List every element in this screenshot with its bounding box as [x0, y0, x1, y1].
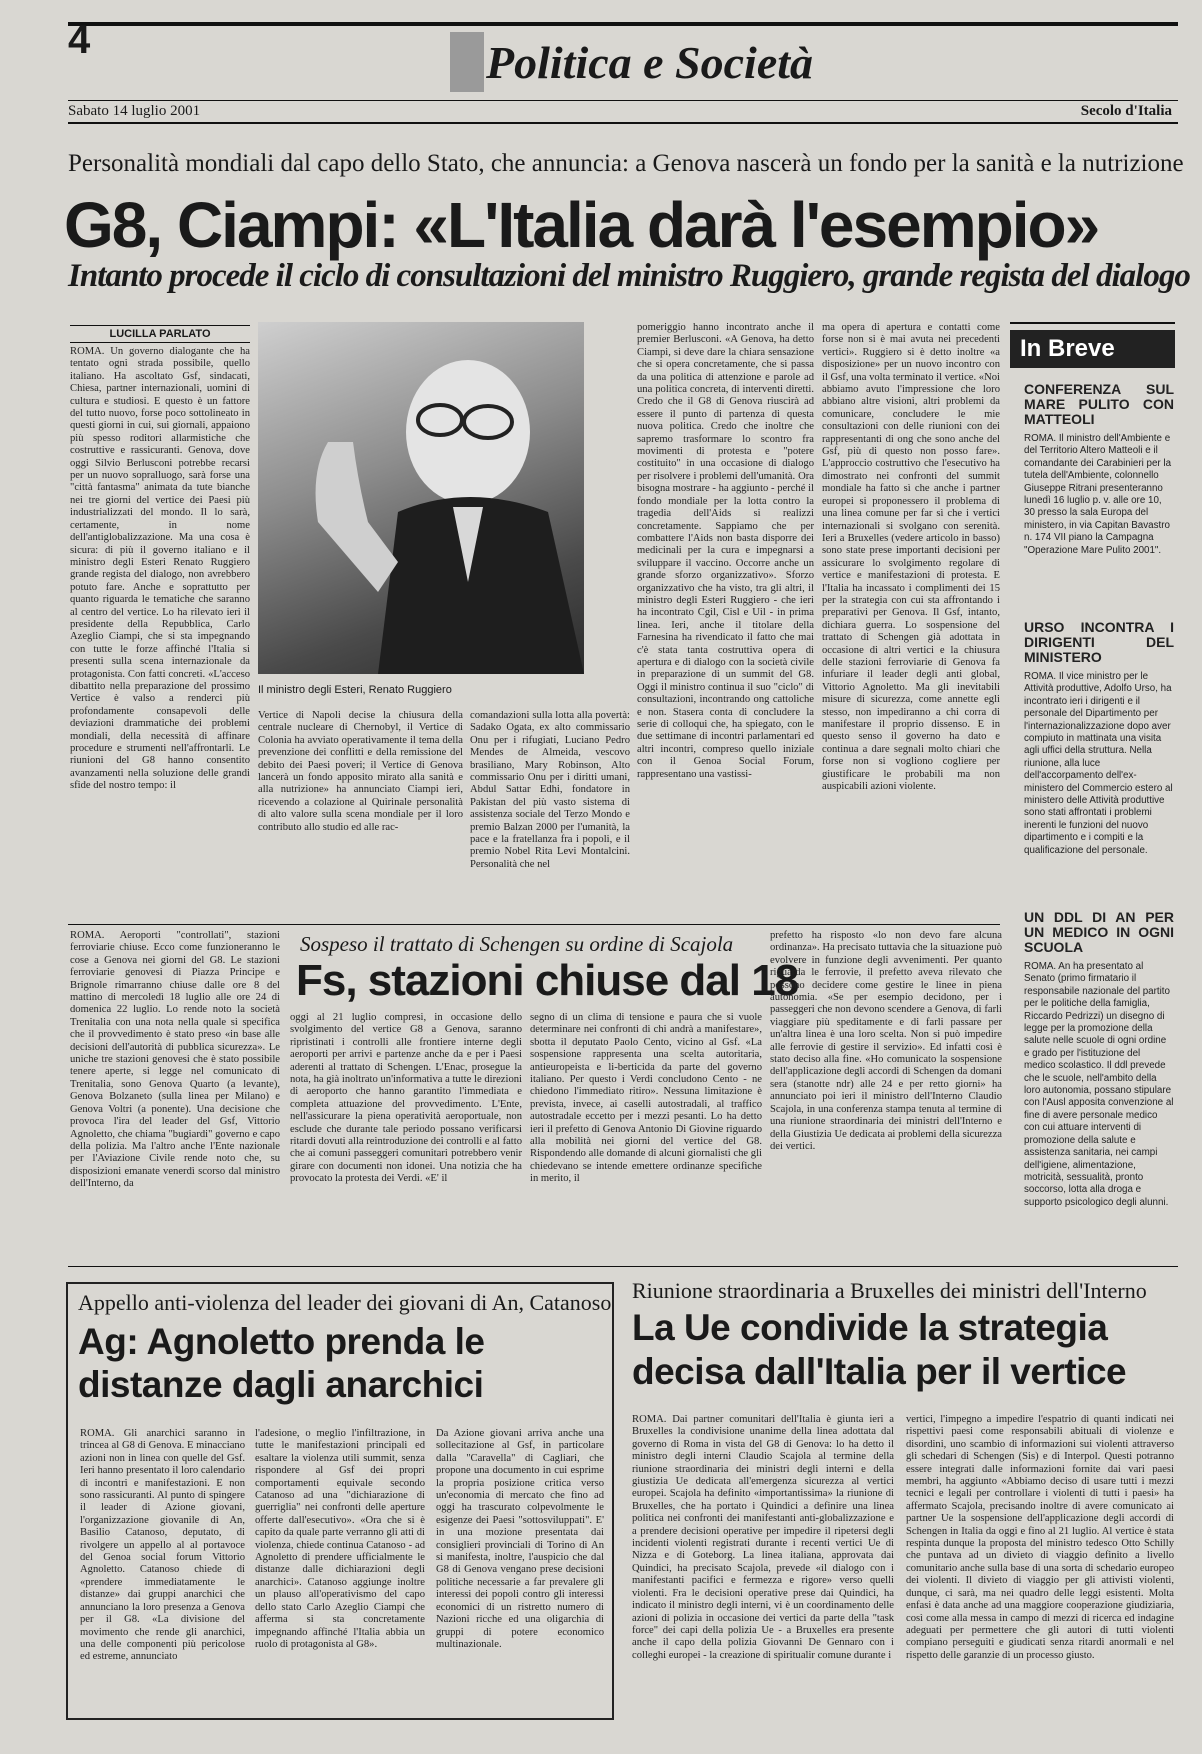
- newspaper-name: Secolo d'Italia: [1080, 103, 1172, 119]
- bottom-section-rule: [68, 1266, 1178, 1267]
- ag-body-column-2: l'adesione, o meglio l'infiltrazione, in tutte le manifestazioni principali ed esaltare la violenza utili summit, senza rispondere al Gsf dei propri comportamenti equivale secondo Catanoso ad una "dichiarazione di guerriglia" nei confronti delle aperture offerte dall'esecutivo». «Ora che si è capito da quale parte verranno gli atti di violenza, chiede continua Catanoso - ad Agnoletto di prendere ufficialmente le distanze dalle dichiarazioni degli anarchici». Catanoso aggiunge inoltre un plauso all'operativismo del capo dello stato Carlo Azeglio Ciampi che afferma si sta concretamente impegnando affinché l'Italia abbia un ruolo di protagonista al G8».: [255, 1428, 425, 1650]
- header-rule-bottom: [68, 122, 1178, 124]
- fs-body-column-1: ROMA. Aeroporti "controllati", stazioni ferroviarie chiuse. Ecco come funzioneranno le cose a Genova nei giorni del G8. Le stazioni ferroviarie genovesi di Piazza Principe e Brignole rimarranno chiuse dalle ore 8 del mattino di mercoledì 18 luglio alle ore 24 di domenica 22 luglio. Lo rende noto la società Trenitalia con una nota nella quale si specifica che il provvedimento è stato preso «in base alle decisioni dell'autorità di pubblica sicurezza». Le uniche tre stazioni genovesi che è stato possibile tenere aperte, si legge nel comunicato di Trenitalia, sono Genova Quarto (a levante), Genova Bolzaneto (sulla linea per Milano) e Genova Voltri (a ponente). Una decisione che provoca l'ira del leader del Gsf, Vittorio Agnoletto, che chiama "bugiardi" governo e capo della polizia. Ma l'altro anche l'Ente nazionale per l'Aviazione Civile rende noto che, su disposizioni emanate venerdì scorso dal ministro dell'Interno, da: [70, 930, 280, 1190]
- ue-headline: La Ue condivide la strategia decisa dall'Italia per il vertice: [632, 1307, 1127, 1392]
- fs-body-column-3: segno di un clima di tensione e paura che si vuole determinare nei confronti di chi andrà a manifestare», sbotta il deputato Paolo Cento, vicino al Gsf. «La sospensione rappresenta una scelta autoritaria, antieuropeista e li-berticida da parte del governo italiano. Per questo i Verdi concludono Cento - ne chiedono l'immediato ritiro». Nessuna limitazione è prevista, invece, ai caselli autostradali, al traffico autostradale eccetto per i mezzi pesanti. Lo ha detto ieri il prefetto di Genova Antonio Di Giovine riguardo alla mobilità nei giorni del vertice del G8. Rispondendo alle domande di alcuni giornalisti che gli chiedevano se intende emettere ordinanze specifiche in merito, il: [530, 1012, 762, 1185]
- ue-kicker: Riunione straordinaria a Bruxelles dei ministri dell'Interno: [632, 1278, 1147, 1303]
- brief-title-2: URSO INCONTRA I DIRIGENTI DEL MINISTERO: [1024, 620, 1174, 665]
- fs-rule: [68, 924, 1000, 925]
- main-kicker: Personalità mondiali dal capo dello Stato, che annuncia: a Genova nascerà un fondo per la sanità e la nutrizione: [68, 150, 1184, 177]
- fs-body-column-4: prefetto ha risposto «lo non devo fare alcuna ordinanza». Ha precisato tuttavia che la situazione può evolvere in funzione degli avvenimenti. Per quanto riguarda le ferrovie, il prefetto aveva rilevato che possono decidere come gestire le linee in piena autonomia. «Se per esempio decidono, per i passeggeri che non devono scendere a Genova, di farli viaggiare più speditamente e di farli passare per un'altra linea è una loro scelta. Non si può impedire alle ferrovie di gestire il servizio». Ed infatti così è stato deciso alla fine. «Ho comunicato la sospensione dell'applicazione degli accordi di Schengen da domani sera (stanotte ndr) alle 24 e per retto giorni» ha annunciato poi ieri il ministro dell'Interno Claudio Scajola, in una conferenza stampa tenuta al termine di una riunione straordinaria dei ministri dell'Interno e della Giustizia Ue dedicata ai problemi della sicurezza dei vertici.: [770, 930, 1002, 1152]
- ruggiero-photo: [258, 322, 584, 674]
- header-rule-top: [68, 100, 1178, 101]
- page-number: 4: [68, 18, 91, 62]
- top-rule: [68, 22, 1178, 26]
- main-body-column-2: Vertice di Napoli decise la chiusura della centrale nucleare di Chernobyl, il Vertice di Colonia ha avviato operativamente il tema della prevenzione dei conflitti e della remissione del debito dei Paesi poveri; il Vertice di Genova lancerà un fondo apposito mirato alla sanità e alla nutrizione» ha annunciato Ciampi ieri, ricevendo a colazione al Quirinale personalità di alto valore sulla scena mondiale per il loro contributo allo studio ed alle rac-: [258, 710, 463, 833]
- brief-text-3: ROMA. An ha presentato al Senato (primo firmatario il responsabile nazionale del partito per le politiche della famiglia, Riccardo Pedrizzi) un disegno di legge per la promozione della salute nelle scuole di ogni ordine e grado per l'istituzione del medico scolastico. Il ddl prevede che le scuole, nell'ambito della loro autonomia, possano stipulare con l'Ausl apposita convenzione al fine di avere personale medico con cui attuare interventi di promozione della salute e assistenza sanitaria, nei campi dell'igiene, alimentazione, motricità, sessualità, pronto soccorso, lotta alla droga e supporto psicologico degli alunni.: [1024, 961, 1174, 1208]
- brief-title-1: CONFERENZA SUL MARE PULITO CON MATTEOLI: [1024, 382, 1174, 427]
- brief-item-1: [1024, 382, 1174, 612]
- main-body-column-5: ma opera di apertura e contatti come forse non si è mai avuta nei precedenti vertici». Ruggiero si è detto inoltre «a disposizione» per un nuovo incontro con il Gsf, una volta terminato il vertice. «Noi abbiamo avuto l'impressione che loro abbiano altre visioni, altri problemi da comunicare, concludere le mie consultazioni con delle riunioni con dei rappresentanti di ong che sono anche del Gsf, più di questo non posso fare». L'approccio costruttivo che l'esecutivo ha dimostrato nei confronti del summit mondiale ha fatto sì che anche i partner europei si proponessero il problema di una linea comune per far sì che i vertici internazionali si svolgano con serenità. Ieri a Bruxelles (vedere articolo in basso) sono state prese importanti decisioni per assicurare lo svolgimento regolare di vertice e manifestazioni di protesta. E l'Italia ha incassato i complimenti dei 15 per la strategia con cui sta affrontando i preparativi per Genova. Il Gsf, intanto, dichiara guerra. Lo sospensione del trattato di Schengen già adottata in occasione di altri vertici e la chiusura delle stazioni ferroviarie di Genova fa infuriare il leader degli anti global, Vittorio Agnoletto. Ma gli inevitabili misure di sicurezza, come annette egli stesso, non impediranno a chi corra di manifestare il proprio dissenso. E in questo senso il governo ha dato e continua a dare segnali molto chiari che forse non si vogliono cogliere per giustificare le probabili ma non auspicabili azioni violente.: [822, 322, 1000, 793]
- section-title: [450, 32, 813, 92]
- ag-kicker: Appello anti-violenza del leader dei giovani di An, Catanoso: [78, 1290, 612, 1315]
- brief-item-2: [1024, 620, 1174, 900]
- section-title-text: Politica e Società: [486, 37, 814, 88]
- brief-text-2: ROMA. Il vice ministro per le Attività produttive, Adolfo Urso, ha incontrato ieri i dirigenti e il personale del Dipartimento per l'internazionalizzazione dopo aver compiuto in mattinata una visita agli uffici della struttura. Nella riunione, alla luce dell'accorpamento dell'ex-ministero del Commercio estero al ministero delle Attività produttive sono stati affrontati i problemi inerenti le funzioni del nuovo dipartimento e i compiti e la qualificazione del personale.: [1024, 671, 1173, 856]
- in-breve-rule: [1010, 322, 1175, 324]
- byline: LUCILLA PARLATO: [70, 325, 250, 343]
- date-line: Sabato 14 luglio 2001: [68, 103, 201, 119]
- ag-body-column-1: ROMA. Gli anarchici saranno in trincea al G8 di Genova. E minacciano azioni non in linea con quelle del Gsf. Ieri hanno presentato il loro calendario di incontri e manifestazioni. E non sono rassicuranti. Al punto di spingere il leader di Azione giovani, l'organizzazione giovanile di An, Basilio Catanoso, deputato, di rivolgere un appello al al portavoce del Genoa social forum Vittorio Agnoletto. Catanoso chiede di «prendere immediatamente le distanze» dai gruppi anarchici che annunciano la loro presenza a Genova per il G8. «La divisione del movimento che rende gli anarchici, una delle componenti più pericolose ed estreme, annunciato: [80, 1428, 245, 1663]
- brief-title-3: UN DDL DI AN PER UN MEDICO IN OGNI SCUOLA: [1024, 910, 1174, 955]
- main-body-column-1: ROMA. Un governo dialogante che ha tentato ogni strada possibile, quello italiano. Ha ascoltato Gsf, sindacati, Chiesa, partner internazionali, uomini di cultura e studiosi. E questo è un fattore del tutto nuovo, forse poco sottolineato in questi giorni in cui, sui giornali, appaiono più spesso roditori allarmistiche che costruttive e rassicuranti. Genova, dove oggi Silvio Berlusconi potrebbe recarsi per un nuovo sopralluogo, sarà forse una "città fantasma" animata da tute bianche nei tre giorni del vertice dei Paesi più industrializzati del mondo. Il lo sarà, certamente, in nome dell'antiglobalizzazione. Ma una cosa è sicura: di più il governo italiano e il ministro degli Esteri Renato Ruggiero grande regista del dialogo, non avrebbero potuto fare. Anche e soprattutto per quanto riguarda le tematiche che saranno al centro del vertice. Lo ha rilevato ieri il presidente della Repubblica, Carlo Azeglio Ciampi, che si sta impegnando con tutte le forze affinché l'Italia si presenti sulla scena internazionale da protagonista. Con fatti concreti. «L'acceso dibattito nella preparazione del prossimo Vertice è valso a renderci più profondamente consapevoli delle deviazioni drammatiche dei problemi mondiali, della necessità di affinare procedure e strumenti nell'affrontarli. Le riunioni del G8 hanno consentito avanzamenti nella soluzione delle grandi sfide del nostro tempo: il: [70, 346, 250, 792]
- in-breve-logo: In Breve: [1010, 330, 1175, 368]
- main-body-column-3: comandazioni sulla lotta alla povertà: Sadako Ogata, ex alto commissario Onu per i rifugiati, Luciano Pedro Mendes de Almeida, vescovo brasiliano, Mary Robinson, Alto commissario Onu per i diritti umani, Abdul Sattar Edhi, fondatore in Pakistan del più vasto sistema di assistenza sociale del Terzo Mondo e premio Balzan 2000 per l'umanità, la pace e la fratellanza fra i popoli, e il premio Nobel Rita Levi Montalcini. Personalità che nel: [470, 710, 630, 870]
- main-subheadline: Intanto procede il ciclo di consultazioni del ministro Ruggiero, grande regista del dialogo: [68, 258, 1190, 294]
- fs-headline: Fs, stazioni chiuse dal 18: [296, 956, 799, 1005]
- ue-body-column-1: ROMA. Dai partner comunitari dell'Italia è giunta ieri a Bruxelles la condivisione unanime della linea adottata dal governo di Roma in vista del G8 di Genova: lo ha detto il ministro degli interni Claudio Scajola al termine della riunione straordinaria dei ministri degli interni e della giustizia Ue dedicata all'emergenza sicurezza al vertici europei. Scajola ha definito «importantissima» la riunione di Bruxelles, che ha portato i Quindici a definire una linea politica nei confronti dei manifestanti anti-globalizzazione e a prendere decisioni operative per impedire il ripetersi degli incidenti violenti registrati durante i recenti vertici Ue di Nizza e di Goteborg. La linea italiana, approvata dai Quindici, ha precisato Scajola, prevede «il dialogo con i manifestanti pacifici e fermezza e rigore» verso quelli violenti. Fra le decisioni operative prese dai Quindici, ha indicato il ministro degli interni, vi è un coordinamento delle azioni di polizia in occasione dei vertici da parte della "task force" dei capi della polizia Ue - a Bruxelles era presente anche il capo della polizia Giovanni De Gennaro con i colleghi europei - la creazione di spiritualir comune durante i: [632, 1414, 894, 1661]
- main-body-column-4: pomeriggio hanno incontrato anche il premier Berlusconi. «A Genova, ha detto Ciampi, si deve dare la chiara sensazione che si opera concretamente, che si passa da una politica di attenzione e parole ad una politica concreta, di interventi diretti. Credo che il G8 di Genova riuscirà ad essere il punto di partenza di questa nuova politica. Credo che inoltre che sapremo trasformare lo scontro fra movimenti di protesta e "potere costituito" in una occasione di dialogo per risolvere i problemi dell'umanità. Ora bisogna mostrare - ha aggiunto - perché il fondo mondiale per la lotta contro la tragedia dell'Aids si realizzi concretamente. Sappiamo che per combattere l'Aids non basta disporre dei medicinali per la cura e impegnarsi a sviluppare il vaccino. Occorre anche un grande sforzo organizzativo». Sforzo organizzativo che ha visto, tra gli altri, il ministro degli Esteri Ruggiero - che ieri ha incontrato Cgil, Cisl e Uil - in prima linea. Ieri, anche il titolare della Farnesina ha rivendicato il fatto che mai c'è stata tanta costruttiva opera di apertura e di dialogo con la società civile in preparazione di un summit del G8. Oggi il ministro continua il suo "ciclo" di consultazioni, incontrando ong cattoliche e non. Stasera conta di concludere la serie di colloqui che, ha spiegato, con le due settimane di incontri parlamentari ed altri incontri, compreso quello iniziale con il Genoa Social Forum, rappresentano una vastissi-: [637, 322, 814, 780]
- photo-caption: Il ministro degli Esteri, Renato Ruggiero: [258, 684, 452, 696]
- main-headline: G8, Ciampi: «L'Italia darà l'esempio»: [64, 189, 1099, 261]
- fs-kicker: Sospeso il trattato di Schengen su ordine di Scajola: [300, 932, 734, 956]
- section-initial-p-graphic: [450, 32, 484, 92]
- ag-body-column-3: Da Azione giovani arriva anche una sollecitazione al Gsf, in particolare dalla "Caravella" di Cagliari, che propone una documento in cui esprime la propria posizione critica verso un'economia di mercato che fino ad oggi ha trascurato colpevolmente le esigenze dei Paesi "sottosviluppati". E' in una mozione presentata dai consiglieri provinciali di Torino di An si manifesta, inoltre, l'auspicio che dal G8 di Genova vengano prese decisioni politiche necessarie a far prevalere gli interessi dei popoli contro gli interessi economici di un ristretto numero di Nazioni ricche ed una oligarchia di gruppi di potere economico multinazionale.: [436, 1428, 604, 1650]
- brief-text-1: ROMA. Il ministro dell'Ambiente e del Territorio Altero Matteoli e il comandante dei Carabinieri per la tutela dell'Ambiente, colonnello Giuseppe Ritrani presenteranno lunedì 16 luglio p. v. alle ore 10, 30 presso la sala Europa del ministero, in via Capitan Bavastro n. 174 VII piano la Campagna "Operazione Mare Pulito 2001".: [1024, 433, 1172, 556]
- ag-headline: Ag: Agnoletto prenda le distanze dagli anarchici: [78, 1321, 485, 1405]
- ue-body-column-2: vertici, l'impegno a impedire l'espatrio di quanti indicati nei rispettivi paesi come responsabili abituali di violenze e disordini, uno scambio di informazioni sui violenti attraverso gli schedari di Schengen (Sis) e di Interpol. Questi potranno essere integrati dalle informazioni fornite dai vari paesi membri, ha aggiunto «Abbiamo deciso di usare tutti i mezzi tecnici e legali per controllare i violenti di tutti i paesi» ha affermato Scajola, precisando inoltre di avere comunicato ai partner Ue la sospensione dell'applicazione degli accordi di Schengen in Italia da oggi e fino al 21 luglio. Al vertice è stata respinta dunque la proposta del ministro tedesco Otto Schilly che puntava ad un divieto di viaggio definito a livello comunitario anche sulla base di una sorta di schedario europeo dei violenti. Il divieto di viaggio per gli attivisti violenti, dunque, ci sarà, ma nei quadro delle leggi esistenti. Molta enfasi è data anche ad una maggiore cooperazione giudiziaria, così come alla messa in campo di mezzi di ricerca ed indagine adeguati per permettere che gli autori di tutti violenti compiano perseguiti e giudicati senza ritardi anormali e nel rispetto delle garanzie di un processo giusto.: [906, 1414, 1174, 1661]
- fs-body-column-2: oggi al 21 luglio compresi, in occasione dello svolgimento del vertice G8 a Genova, saranno ripristinati i controlli alle frontiere interne degli aeroporti per arrivi e partenze anche da e per i Paesi aderenti al trattato di Schengen. L'Enac, prosegue la nota, ha già inoltrato un'informativa a tutte le direzioni di aeroporto che hanno garantito l'immediata e completa attuazione del provvedimento. L'Ente, nell'assicurare la piena operatività aeroportuale, non esclude che durante tale periodo possano verificarsi ritardi dovuti alla reintroduzione dei controlli e al fatto che ai comuni passeggeri comunitari potrebbero venir girare con documenti non idonei. Una notizia che ha provocato la protesta dei Verdi. «E' il: [290, 1012, 522, 1185]
- brief-item-3: [1024, 910, 1174, 1252]
